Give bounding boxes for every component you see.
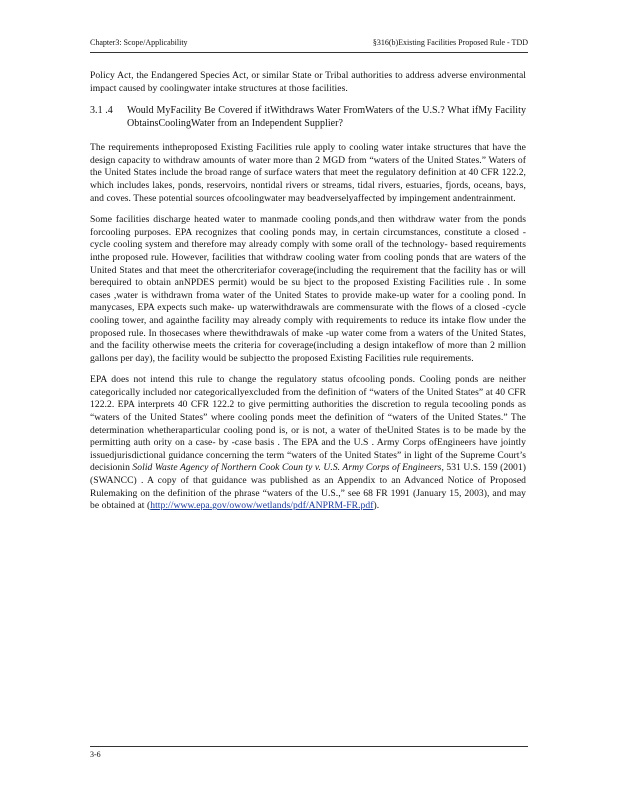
paragraph-regulatory-status (90, 374, 526, 513)
paragraph-end: ). (373, 500, 380, 512)
intro-paragraph: Policy Act, the Endangered Species Act, or similar State or Tribal authorities to address adverse environmental impact caused by coolingwater intake structures at those facilities. (90, 70, 526, 94)
header-chapter: Chapter3: Scope/Applicability (90, 38, 188, 47)
paragraph-requirements: The requirements intheproposed Existing Facilities rule apply to cooling water intake structures that have the design capacity to withdraw amounts of water more than 2 MGD from “waters of the United States.” Waters of the United States include the broad range of surface waters that meet the regulatory definition at 40 CFR 122.2, which includes lakes, ponds, reservoirs, nontidal rivers or streams, tidal rivers, estuaries, fjords, oceans, bays, and coves. These potential sources ofcoolingwater may beadverselyaffected by impingement andentrainment. (90, 142, 526, 204)
anprm-link[interactable]: http://www.epa.gov/owow/wetlands/pdf/ANPRM-FR.pdf (150, 500, 374, 512)
section-number: 3.1 .4 (90, 105, 113, 117)
paragraph-cooling-ponds: Some facilities discharge heated water to manmade cooling ponds,and then withdraw water from the ponds forcooling purposes. EPA recognizes that cooling ponds may, in certain circumstances, constitute a closed -cycle cooling system and therefore may already comply with some orall of the technology- based requirements inthe proposed rule. However, facilities that withdraw cooling water from cooling ponds that are waters of the United States and that meet the othercriteriafor coverage(including the requirement that the facility has or will berequired to obtain anNPDES permit) would be su bject to the proposed Existing Facilities rule . In some cases ,water is withdrawn froma water of the United States to provide make-up water for a cooling pond. In manycases, EPA expects such make- up waterwithdrawals are commensurate with the flows of a closed -cycle cooling tower, and againthe facility may already comply with requirements to reduce its intake flow under the proposed rule. In thosecases where thewithdrawals of make -up water come from a waters of the United States, and the facility otherwise meets the criteria for coverage(including a design intakeflow of more than 2 million gallons per day), the facility would be subjectto the proposed Existing Facilities rule requirements. (90, 214, 526, 364)
header-document-title: §316(b)Existing Facilities Proposed Rule - TDD (372, 38, 528, 47)
page-number: 3-6 (90, 750, 101, 759)
case-citation: Solid Waste Agency of Northern Cook Coun ty v. U.S. Army Corps of Engineers (132, 462, 442, 474)
section-title: Would MyFacility Be Covered if itWithdraws Water FromWaters of the U.S.? What ifMy Facility ObtainsCoolingWater from an Independent Supplier? (127, 105, 526, 130)
footer-rule (90, 746, 528, 747)
header-rule (90, 52, 528, 53)
running-header (90, 38, 528, 50)
section-heading (90, 104, 526, 130)
paragraph-text: EPA does not intend this rule to change the regulatory status ofcooling ponds. Cooling ponds are neither categorically included nor categoricallyexcluded from the definition of “waters of the United States” at 40 CFR 122.2. EPA interprets 40 CFR 122.2 to give permitting authorities the discretion to regula tecooling ponds as “waters of the United States” where cooling ponds meet the definition of “waters of the United States.” The determination whetheraparticular cooling pond is, or is not, a water of theUnited States is to be made by the permitting auth ority on a case- by -case basis . The EPA and the U.S . Army Corps ofEngineers have jointly issuedjurisdictional guidance concerning the term “waters of the United States” in light of the Supreme Court’s decisionin (90, 374, 526, 474)
paragraph-text-continued: , 531 U.S. 159 (2001) (SWANCC) . A copy of that guidance was published as an Appendix to an Advanced Notice of Proposed Rulemaking on the definition of the phrase “waters of the U.S.,” see 68 FR 1991 (January 15, 2003), and may be obtained at ( (90, 462, 526, 512)
body-text (90, 70, 526, 522)
